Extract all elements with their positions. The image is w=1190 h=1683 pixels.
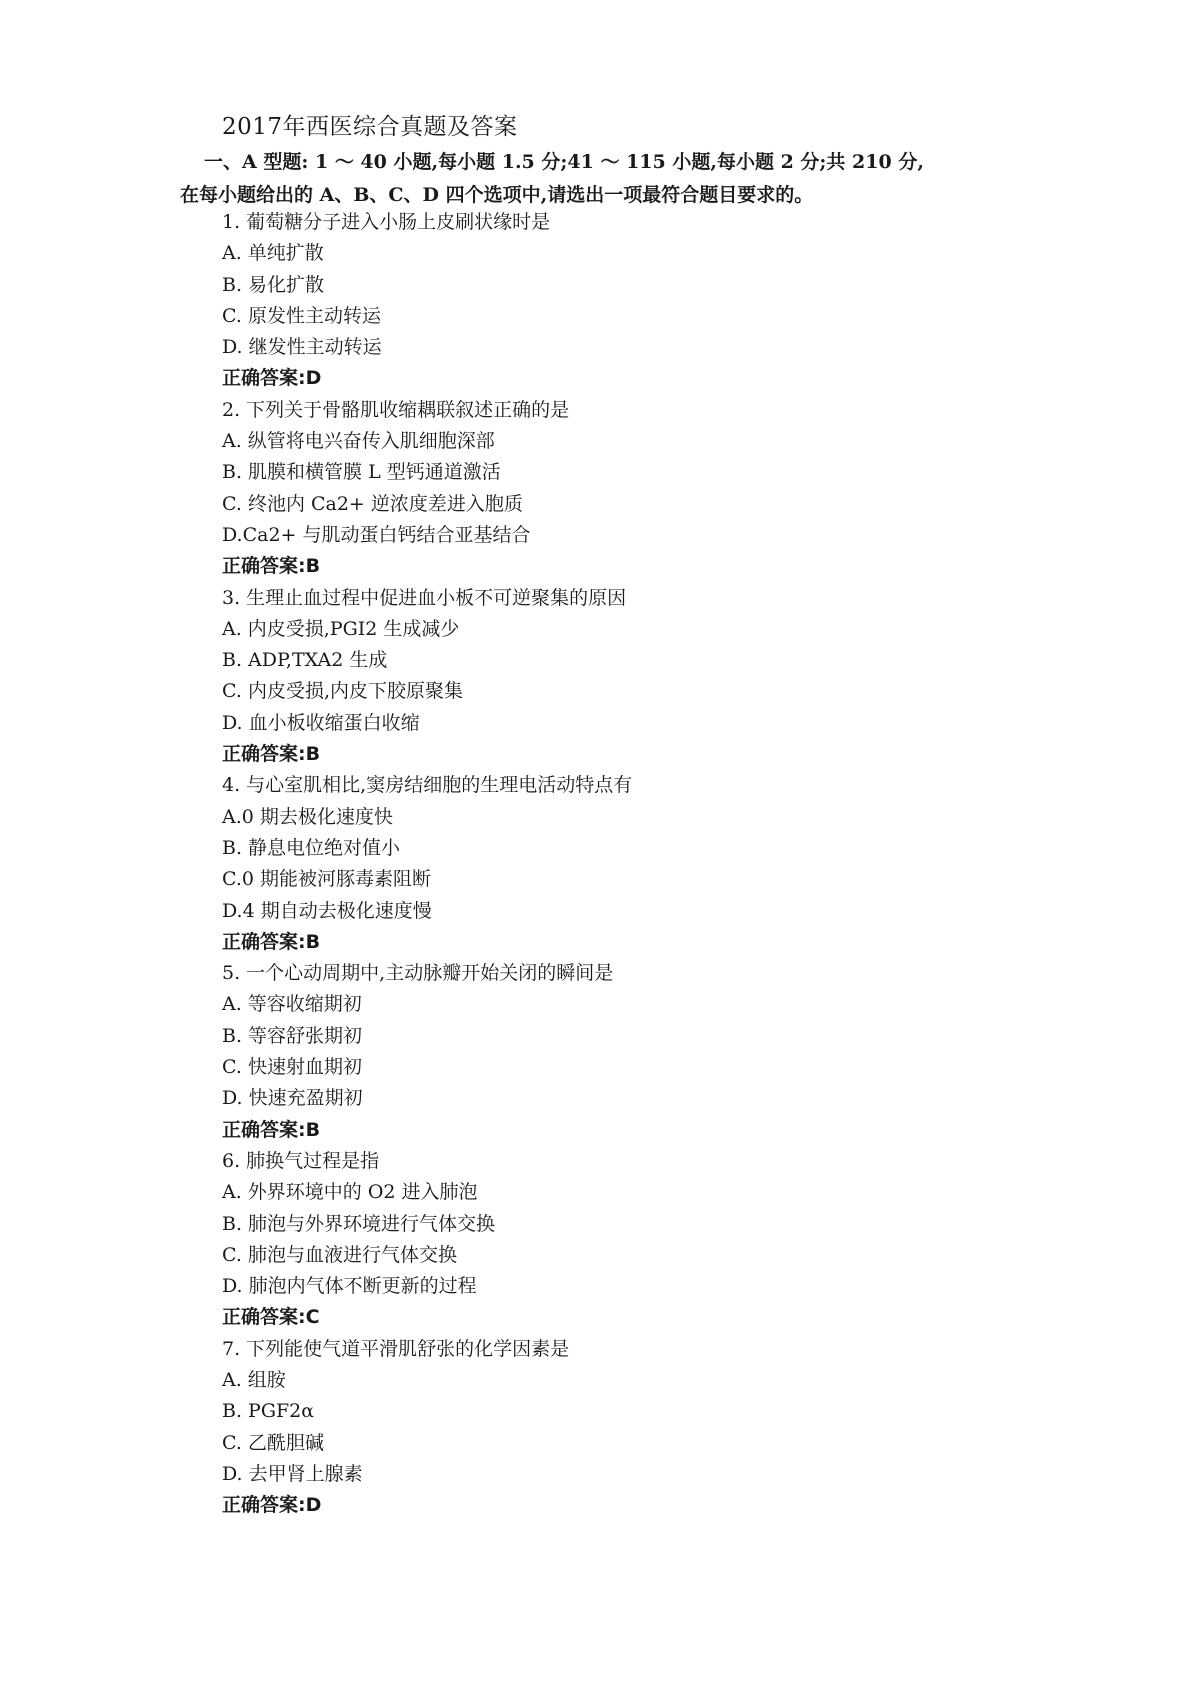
correct-answer: 正确答案:D — [222, 1494, 322, 1517]
question-stem: 1. 葡萄糖分子进入小肠上皮刷状缘时是 — [222, 211, 551, 233]
option-b: B. 静息电位绝对值小 — [222, 836, 401, 859]
option-c: C. 内皮受损,内皮下胶原聚集 — [222, 680, 463, 703]
question-stem: 4. 与心室肌相比,窦房结细胞的生理电活动特点有 — [222, 774, 633, 797]
option-b: B. PGF2α — [222, 1400, 315, 1423]
option-b: B. ADP,TXA2 生成 — [222, 649, 388, 672]
option-d: D.Ca2+ 与肌动蛋白钙结合亚基结合 — [222, 523, 531, 546]
option-d: D. 肺泡内气体不断更新的过程 — [222, 1275, 477, 1298]
option-c: C. 乙酰胆碱 — [222, 1431, 324, 1454]
section-heading-line-2: 在每小题给出的 A、B、C、D 四个选项中,请选出一项最符合题目要求的。 — [180, 184, 814, 206]
option-d: D. 去甲肾上腺素 — [222, 1462, 363, 1485]
section-heading — [180, 146, 1030, 212]
option-d: D. 血小板收缩蛋白收缩 — [222, 711, 420, 734]
option-a: A. 纵管将电兴奋传入肌细胞深部 — [222, 430, 495, 453]
option-c: C. 终池内 Ca2+ 逆浓度差进入胞质 — [222, 492, 523, 515]
option-a: A. 单纯扩散 — [222, 242, 324, 265]
section-heading-line-1: 一、A 型题: 1 ～ 40 小题,每小题 1.5 分;41 ～ 115 小题,每小题 2 分;共 210 分, — [204, 151, 924, 173]
question-stem: 3. 生理止血过程中促进血小板不可逆聚集的原因 — [222, 586, 627, 609]
option-d: D. 继发性主动转运 — [222, 336, 382, 359]
option-a: A. 内皮受损,PGI2 生成减少 — [222, 617, 460, 640]
option-b: B. 易化扩散 — [222, 273, 325, 296]
correct-answer: 正确答案:B — [222, 930, 321, 953]
option-b: B. 肌膜和横管膜 L 型钙通道激活 — [222, 461, 501, 484]
option-c: C. 肺泡与血液进行气体交换 — [222, 1243, 457, 1266]
correct-answer: 正确答案:B — [222, 555, 321, 578]
question-stem: 2. 下列关于骨骼肌收缩耦联叙述正确的是 — [222, 398, 570, 421]
option-d: D.4 期自动去极化速度慢 — [222, 899, 432, 922]
question-list — [222, 207, 1022, 1521]
correct-answer: 正确答案:C — [222, 1306, 320, 1329]
question-stem: 7. 下列能使气道平滑肌舒张的化学因素是 — [222, 1337, 570, 1360]
option-d: D. 快速充盈期初 — [222, 1087, 363, 1110]
option-c: C.0 期能被河豚毒素阻断 — [222, 868, 432, 891]
question-stem: 5. 一个心动周期中,主动脉瓣开始关闭的瞬间是 — [222, 962, 614, 985]
document-title: 2017年西医综合真题及答案 — [222, 114, 518, 140]
correct-answer: 正确答案:B — [222, 743, 321, 766]
option-a: A. 外界环境中的 O2 进入肺泡 — [222, 1181, 478, 1204]
option-a: A.0 期去极化速度快 — [222, 805, 393, 828]
option-b: B. 等容舒张期初 — [222, 1024, 363, 1047]
correct-answer: 正确答案:B — [222, 1118, 321, 1141]
option-a: A. 组胺 — [222, 1368, 286, 1391]
option-a: A. 等容收缩期初 — [222, 993, 362, 1016]
option-c: C. 原发性主动转运 — [222, 304, 381, 327]
correct-answer: 正确答案:D — [222, 367, 322, 390]
question-stem: 6. 肺换气过程是指 — [222, 1149, 380, 1172]
option-c: C. 快速射血期初 — [222, 1056, 362, 1079]
option-b: B. 肺泡与外界环境进行气体交换 — [222, 1212, 496, 1235]
